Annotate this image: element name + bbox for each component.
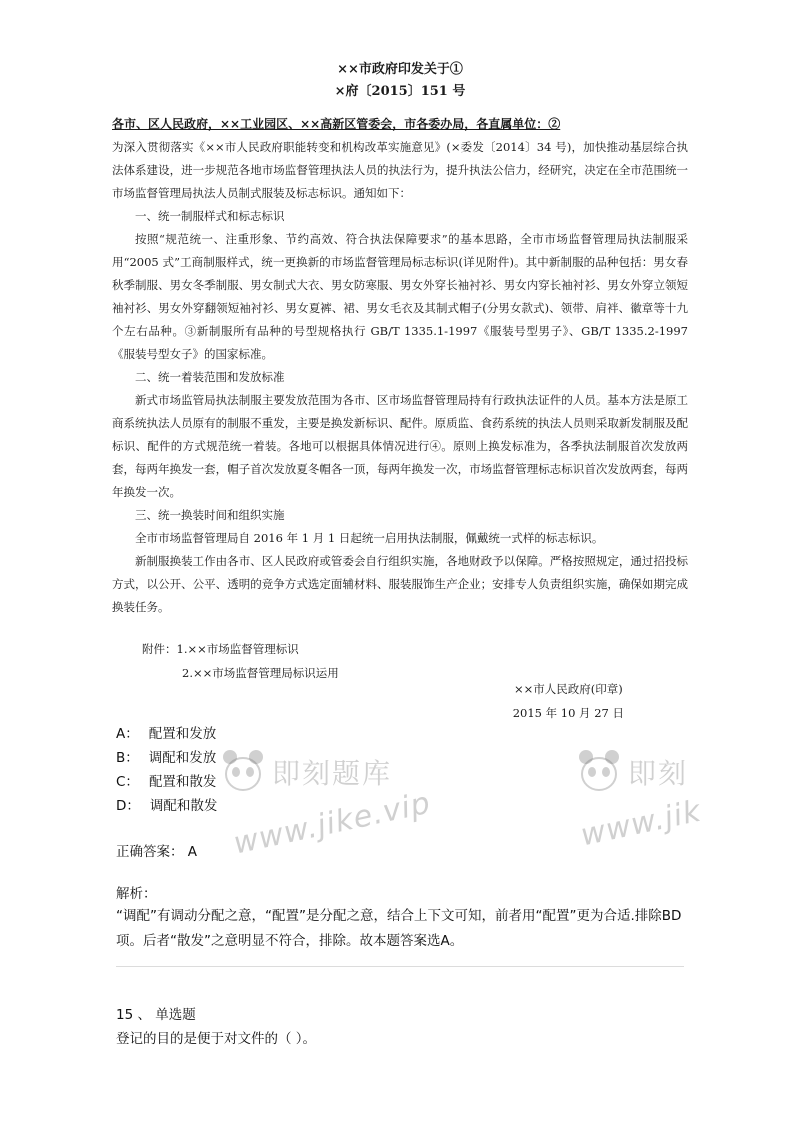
doc-paragraph: 按照“规范统一、注重形象、节约高效、符合执法保障要求”的基本思路，全市市场监督管理局执法制服采用“2005 式”工商制服样式，统一更换新的市场监督管理局标志标识(详见附件)。其中新制服的品种包括：男女春秋季制服、男女冬季制服、男女制式大衣、男女防寒服、男女外穿长袖衬衫、男女内穿长袖衬衫、男女外穿立领短袖衬衫、男女外穿翻领短袖衬衫、男女夏裤、裙、男女毛衣及其制式帽子(分男女款式)、领带、肩袢、徽章等十九个左右品种。③新制服所有品种的号型规格执行 GB/T 1335.1-1997《服装号型男子》、GB/T 1335.2-1997《服装号型女子》的国家标准。: [112, 232, 688, 361]
doc-number: ×府〔2015〕151 号: [334, 84, 466, 99]
watermark-url: www.jike.vip: [230, 785, 434, 862]
option-letter: C：: [116, 774, 139, 790]
option-text: 调配和散发: [149, 798, 218, 814]
doc-addressee: 各市、区人民政府，××工业园区、××高新区管委会，市各委办局，各直属单位：②: [112, 117, 561, 131]
sign-date: 2015 年 10 月 27 日: [512, 706, 624, 720]
option-c[interactable]: [116, 770, 217, 794]
scanned-document: [112, 55, 688, 725]
watermark-cn: 即刻题库: [272, 757, 393, 790]
watermark-url: www.jik: [577, 793, 705, 854]
doc-paragraph: 新制服换装工作由各市、区人民政府或管委会自行组织实施，各地财政予以保障。严格按照规定，通过招投标方式，以公开、公平、透明的竞争方式选定面辅材料、服装服饰生产企业；安排专人负责组织实施，确保如期完成换装任务。: [112, 554, 688, 614]
option-letter: D：: [116, 798, 140, 814]
panda-watermark-icon: [220, 748, 266, 794]
doc-paragraph: 为深入贯彻落实《××市人民政府职能转变和机构改革实施意见》(×委发〔2014〕34 号)，加快推动基层综合执法体系建设，进一步规范各地市场监督管理执法人员的执法行为，提升执法公信力，经研究，决定在全市范围统一市场监督管理局执法人员制式服装及标志标识。通知如下：: [112, 140, 688, 200]
option-letter: B：: [116, 750, 139, 766]
option-a[interactable]: [116, 722, 217, 746]
analysis-text: “调配”有调动分配之意，“配置”是分配之意，结合上下文可知，前者用“配置”更为合适.排除BD项。后者“散发”之意明显不符合，排除。故本题答案选A。: [116, 908, 682, 949]
doc-paragraph: 新式市场监管局执法制服主要发放范围为各市、区市场监督管理局持有行政执法证件的人员。基本方法是原工商系统执法人员原有的制服不重发，主要是换发新标识、配件。原质监、食药系统的执法人员则采取新发制服及配标识、配件的方式规范统一着装。各地可以根据具体情况进行④。原则上换发标准为，各季执法制服首次发放两套，每两年换发一套，帽子首次发放夏冬帽各一顶，每两年换发一次，市场监督管理标志标识首次发放两套，每两年换发一次。: [112, 393, 688, 499]
panda-watermark-icon: [576, 748, 622, 794]
doc-paragraph: 全市市场监督管理局自 2016 年 1 月 1 日起统一启用执法制服，佩戴统一式样的标志标识。: [135, 531, 604, 545]
option-d[interactable]: [116, 794, 217, 818]
option-text: 配置和发放: [148, 726, 217, 742]
option-text: 调配和发放: [148, 750, 217, 766]
option-text: 配置和散发: [148, 774, 217, 790]
answer-options: [116, 722, 217, 818]
question-text: 登记的目的是便于对文件的（ ）。: [116, 1031, 317, 1047]
option-letter: A：: [116, 726, 139, 742]
sign-org: ××市人民政府(印章): [513, 682, 623, 696]
doc-section-heading: 一、统一制服样式和标志标识: [135, 209, 285, 223]
doc-section-heading: 三、统一换装时间和组织实施: [135, 508, 285, 522]
watermark-cn: 即刻: [628, 757, 689, 790]
attachment-2: 2.××市场监督管理局标识运用: [182, 666, 339, 680]
analysis-label: 解析：: [116, 886, 157, 902]
divider: [116, 966, 684, 967]
option-b[interactable]: [116, 746, 217, 770]
correct-answer: 正确答案： A: [116, 844, 198, 860]
doc-section-heading: 二、统一着装范围和发放标准: [135, 370, 285, 384]
attachment-1: 附件：1.××市场监督管理标识: [142, 642, 299, 656]
doc-signature: [513, 677, 624, 725]
question-number: 15 、 单选题: [116, 1007, 196, 1023]
doc-title: ××市政府印发关于①: [337, 62, 463, 77]
